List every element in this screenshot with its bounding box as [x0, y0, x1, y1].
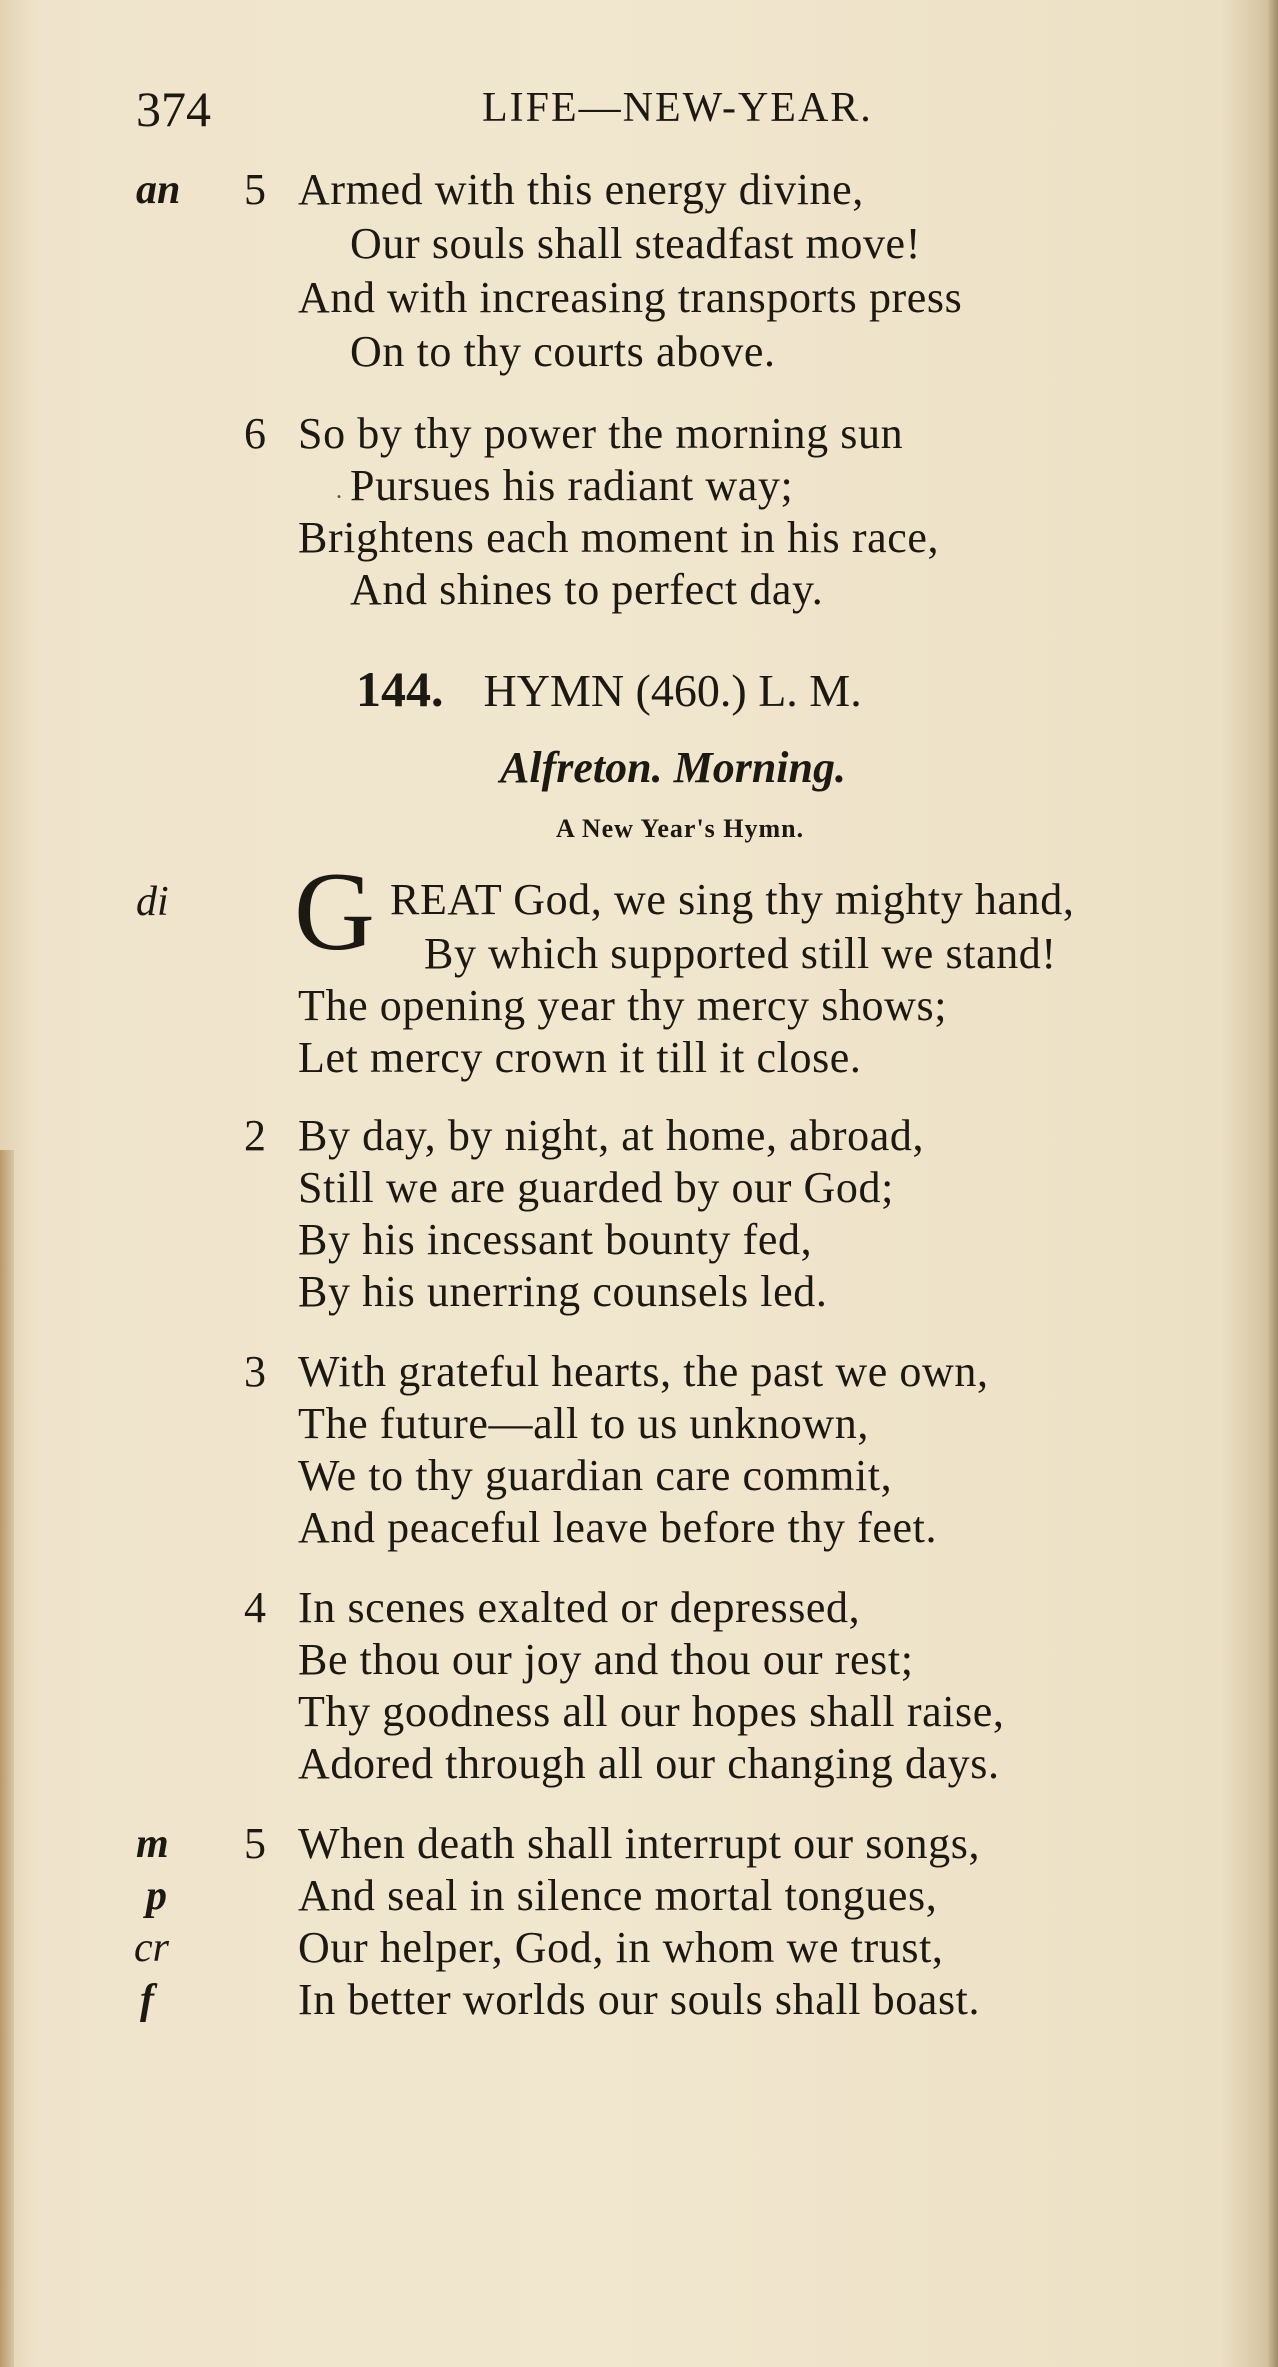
verse-line: With grateful hearts, the past we own,: [298, 1347, 989, 1396]
verse-line: By his unerring counsels led.: [298, 1267, 828, 1316]
dynamic-mark: f: [140, 1977, 154, 2023]
verse-line: And seal in silence mortal tongues,: [298, 1871, 938, 1920]
hymn-number: 144.: [356, 661, 444, 717]
verse-line: The future—all to us unknown,: [298, 1399, 869, 1448]
verse-line: REAT God, we sing thy mighty hand,: [390, 875, 1075, 924]
verse-line: By his incessant bounty fed,: [298, 1215, 813, 1264]
verse-line: Adored through all our changing days.: [298, 1739, 1000, 1788]
verse-line: Let mercy crown it till it close.: [298, 1033, 862, 1082]
verse-line: Our souls shall steadfast move!: [350, 219, 921, 268]
verse-line: In scenes exalted or depressed,: [298, 1583, 861, 1632]
dynamic-mark: an: [136, 167, 181, 213]
dynamic-mark: p: [146, 1873, 167, 1919]
verse-number: 4: [244, 1583, 266, 1632]
tune-names: Alfreton. Morning.: [500, 743, 846, 792]
verse-line: In better worlds our souls shall boast.: [298, 1975, 981, 2024]
page-edge-right: [1268, 0, 1278, 2367]
verse-line: Armed with this energy divine,: [298, 165, 864, 214]
dynamic-mark: di: [136, 879, 169, 925]
verse-line: The opening year thy mercy shows;: [298, 981, 948, 1030]
verse-line: Be thou our joy and thou our rest;: [298, 1635, 914, 1684]
verse-number: 5: [244, 165, 266, 214]
page-edge-left: [0, 1150, 14, 2367]
verse-line: Thy goodness all our hopes shall raise,: [298, 1687, 1005, 1736]
hymn-heading: [356, 660, 862, 718]
ink-speck: .: [336, 478, 342, 504]
dynamic-mark: cr: [134, 1925, 169, 1971]
page-header: [0, 80, 1278, 150]
verse-line: By which supported still we stand!: [424, 929, 1057, 978]
verse-line: And peaceful leave before thy feet.: [298, 1503, 938, 1552]
running-head: LIFE—NEW-YEAR.: [482, 85, 873, 131]
verse-number: 3: [244, 1347, 266, 1396]
verse-line: We to thy guardian care commit,: [298, 1451, 893, 1500]
verse-line: By day, by night, at home, abroad,: [298, 1111, 925, 1160]
verse-line: Brightens each moment in his race,: [298, 513, 940, 562]
verse-line: And with increasing transports press: [298, 273, 963, 322]
verse-line: And shines to perfect day.: [350, 565, 824, 614]
verse-line: Still we are guarded by our God;: [298, 1163, 894, 1212]
drop-cap: G: [294, 850, 375, 974]
verse-number: 5: [244, 1819, 266, 1868]
verse-line: So by thy power the morning sun: [298, 409, 904, 458]
verse-number: 6: [244, 409, 266, 458]
verse-line: Pursues his radiant way;: [350, 461, 794, 510]
verse-number: 2: [244, 1111, 266, 1160]
hymn-meter: HYMN (460.) L. M.: [483, 665, 862, 716]
page-number: 374: [136, 81, 211, 137]
hymn-subtitle: A New Year's Hymn.: [556, 814, 805, 843]
verse-line: On to thy courts above.: [350, 327, 776, 376]
verse-line: When death shall interrupt our songs,: [298, 1819, 981, 1868]
dynamic-mark: m: [136, 1821, 169, 1867]
verse-line: Our helper, God, in whom we trust,: [298, 1923, 944, 1972]
